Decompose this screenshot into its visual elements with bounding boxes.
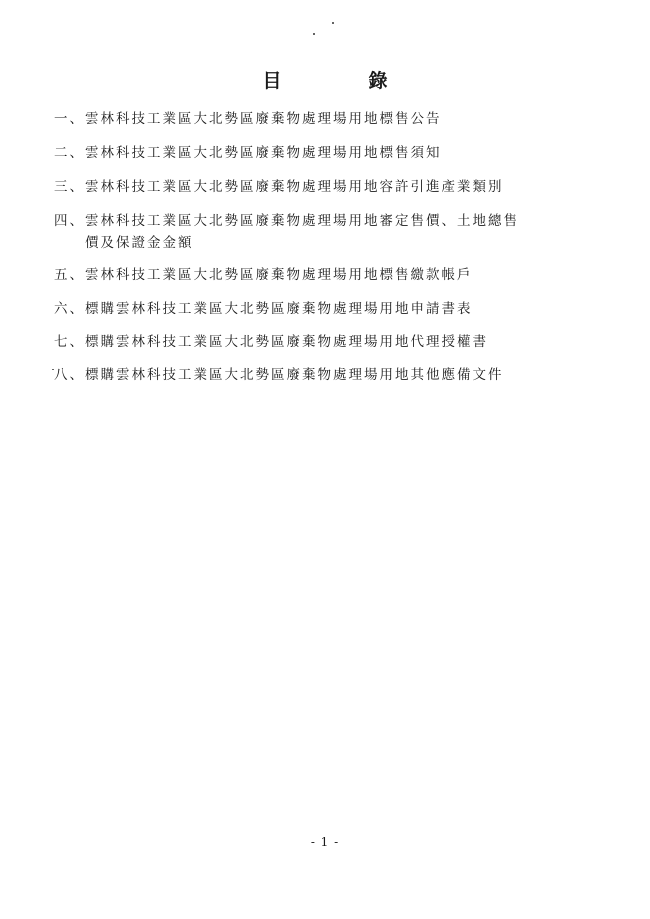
toc-entry	[54, 264, 473, 286]
toc-entry-number: 三、	[54, 179, 85, 195]
toc-entry-number: 二、	[54, 145, 85, 161]
toc-entry	[54, 331, 488, 353]
toc-entry	[54, 176, 504, 198]
toc-entry-number: 五、	[54, 267, 85, 283]
toc-entry	[54, 364, 504, 386]
scan-speck	[313, 33, 315, 35]
toc-entry-text: 標購雲林科技工業區大北勢區廢棄物處理場用地申請書表	[85, 301, 473, 317]
page-number: - 1 -	[310, 835, 340, 849]
toc-entry-number: 六、	[54, 301, 85, 317]
toc-entry-text: 雲林科技工業區大北勢區廢棄物處理場用地標售繳款帳戶	[85, 267, 473, 283]
toc-entry-text: 標購雲林科技工業區大北勢區廢棄物處理場用地其他應備文件	[85, 367, 504, 383]
toc-entry-number: 一、	[54, 111, 85, 127]
toc-entry-text: 雲林科技工業區大北勢區廢棄物處理場用地審定售價、土地總售	[85, 213, 519, 229]
toc-entry-text: 雲林科技工業區大北勢區廢棄物處理場用地標售公告	[85, 111, 442, 127]
toc-entry-text: 標購雲林科技工業區大北勢區廢棄物處理場用地代理授權書	[85, 334, 488, 350]
toc-entry-number: 八、	[54, 367, 85, 383]
toc-entry	[54, 298, 473, 320]
scan-speck	[332, 22, 334, 24]
toc-entry-text: 雲林科技工業區大北勢區廢棄物處理場用地標售須知	[85, 145, 442, 161]
page-title: 目 錄	[262, 70, 422, 92]
toc-entry-continuation: 價及保證金金額	[85, 235, 194, 251]
toc-entry	[54, 108, 442, 130]
toc-entry-number: 七、	[54, 334, 85, 350]
toc-entry-number: 四、	[54, 213, 85, 229]
toc-entry	[54, 210, 519, 254]
toc-entry	[54, 142, 442, 164]
toc-entry-text: 雲林科技工業區大北勢區廢棄物處理場用地容許引進產業類別	[85, 179, 504, 195]
